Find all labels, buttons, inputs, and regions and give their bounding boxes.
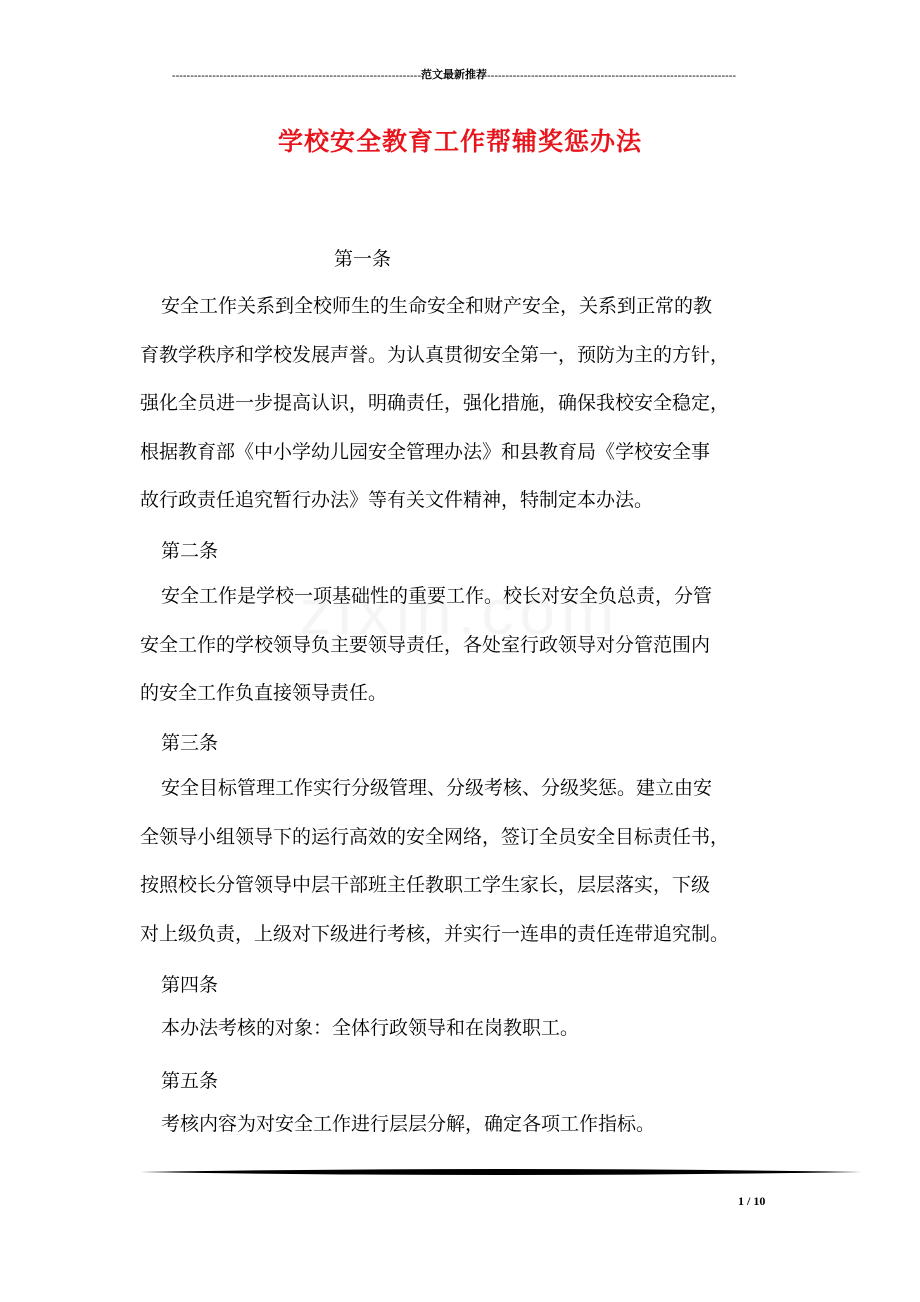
body-line: 安全工作关系到全校师生的生命安全和财产安全，关系到正常的教 <box>161 295 713 317</box>
article-body <box>140 1004 782 1053</box>
body-line: 根据教育部《中小学幼儿园安全管理办法》和县教育局《学校安全事 <box>140 440 711 463</box>
article-body <box>140 1100 782 1149</box>
article-heading: 第一条 <box>334 248 392 270</box>
body-line: 强化全员进一步提高认识，明确责任，强化措施，确保我校安全稳定， <box>140 392 730 414</box>
header-dashes-right: -------------------------------------------------------------------- <box>487 70 737 82</box>
body-line: 的安全工作负直接领导责任。 <box>140 682 388 704</box>
article-heading: 第五条 <box>161 1070 219 1092</box>
page-number: 1 / 10 <box>738 1194 766 1208</box>
article-body <box>140 282 782 525</box>
body-line: 安全工作是学校一项基础性的重要工作。校长对安全负总责，分管 <box>161 585 713 607</box>
article-heading: 第三条 <box>161 732 219 754</box>
footer-divider <box>140 1168 862 1176</box>
body-line: 全领导小组领导下的运行高效的安全网络，签订全员安全目标责任书， <box>140 825 730 848</box>
article-heading: 第二条 <box>161 540 219 562</box>
article-body <box>140 764 782 958</box>
body-line: 故行政责任追究暂行办法》等有关文件精神，特制定本办法。 <box>140 489 654 511</box>
article-heading: 第四条 <box>161 974 219 996</box>
body-line: 本办法考核的对象：全体行政领导和在岗教职工。 <box>161 1017 580 1039</box>
page-header <box>140 66 768 82</box>
body-line: 对上级负责，上级对下级进行考核，并实行一连串的责任连带追究制。 <box>140 922 730 945</box>
header-label: 范文最新推荐 <box>421 69 487 81</box>
body-line: 安全工作的学校领导负主要领导责任，各处室行政领导对分管范围内 <box>140 633 711 656</box>
document-title: 学校安全教育工作帮辅奖惩办法 <box>277 127 642 156</box>
body-line: 育教学秩序和学校发展声誉。为认真贯彻安全第一，预防为主的方针， <box>140 343 730 366</box>
header-dashes-left: -------------------------------------------------------------------- <box>171 70 421 82</box>
body-line: 按照校长分管领导中层干部班主任教职工学生家长，层层落实，下级 <box>140 874 711 896</box>
article-body <box>140 572 782 718</box>
body-line: 安全目标管理工作实行分级管理、分级考核、分级奖惩。建立由安 <box>161 777 713 799</box>
body-line: 考核内容为对安全工作进行层层分解，确定各项工作指标。 <box>161 1113 656 1135</box>
